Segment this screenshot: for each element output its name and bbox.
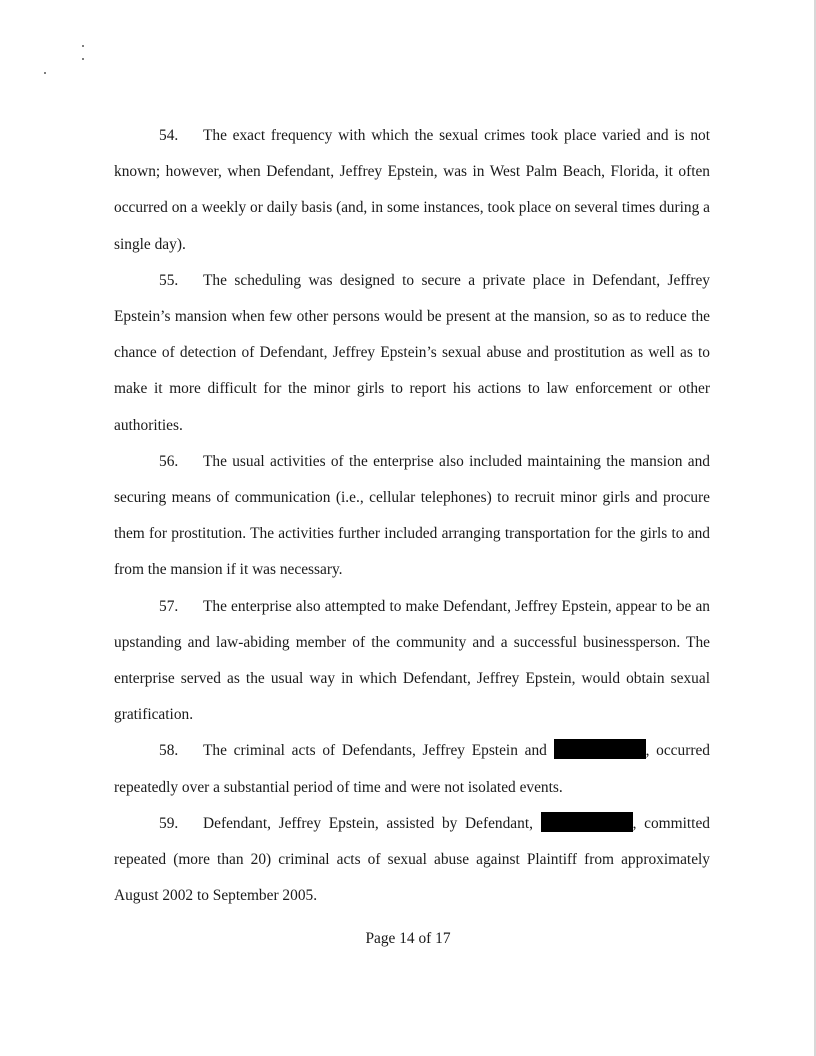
scan-speck (82, 45, 84, 47)
paragraph-55 (114, 263, 710, 444)
document-body (114, 118, 710, 914)
paragraph-57 (114, 589, 710, 734)
paragraph-number: 54. (159, 127, 179, 144)
paragraph-number: 57. (159, 597, 179, 615)
paragraph-number: 58. (159, 742, 179, 760)
paragraph-text-after: , occurred repeatedly over a substantial period of time and were not isolated events. (114, 742, 710, 796)
redaction-box (541, 812, 633, 832)
paragraph-text: The scheduling was designed to secure a private place in Defendant, Jeffrey Epstein’s mansion when few other persons would be present at the mansion, so as to reduce the chance of detection of Defendant, Jeffrey Epstein’s sexual abuse and prostitution as well as to make it more difficult for the minor girls to report his actions to law enforcement or other authorities. (114, 271, 710, 434)
paragraph-56 (114, 444, 710, 589)
paragraph-text-before: The criminal acts of Defendants, Jeffrey Epstein and (203, 742, 547, 760)
paragraph-text: The enterprise also attempted to make Defendant, Jeffrey Epstein, appear to be an upstanding and law-abiding member of the community and a successful businessperson. The enterprise served as the usual way in which Defendant, Jeffrey Epstein, would obtain sexual gratification. (114, 597, 710, 724)
paragraph-number: 56. (159, 452, 179, 470)
paragraph-54 (114, 118, 710, 263)
redaction-box (554, 739, 646, 759)
paragraph-58 (114, 733, 710, 805)
page-number: Page 14 of 17 (365, 930, 451, 947)
paragraph-number: 59. (159, 814, 179, 832)
scan-speck (82, 58, 84, 60)
paragraph-59 (114, 806, 710, 915)
scan-speck (44, 72, 46, 74)
paragraph-number: 55. (159, 271, 179, 289)
paragraph-text-after: , committed repeated (more than 20) criminal acts of sexual abuse against Plaintiff from approximately August 2002 to September 2005. (114, 814, 710, 905)
paragraph-text: The usual activities of the enterprise also included maintaining the mansion and securing means of communication (i.e., cellular telephones) to recruit minor girls and procure them for prostitution. The activities further included arranging transportation for the girls to and from the mansion if it was necessary. (114, 452, 710, 579)
paragraph-text: The exact frequency with which the sexual crimes took place varied and is not known; however, when Defendant, Jeffrey Epstein, was in West Palm Beach, Florida, it often occurred on a weekly or daily basis (and, in some instances, took place on several times during a single day). (114, 127, 710, 253)
paragraph-text-before: Defendant, Jeffrey Epstein, assisted by Defendant, (203, 814, 533, 832)
